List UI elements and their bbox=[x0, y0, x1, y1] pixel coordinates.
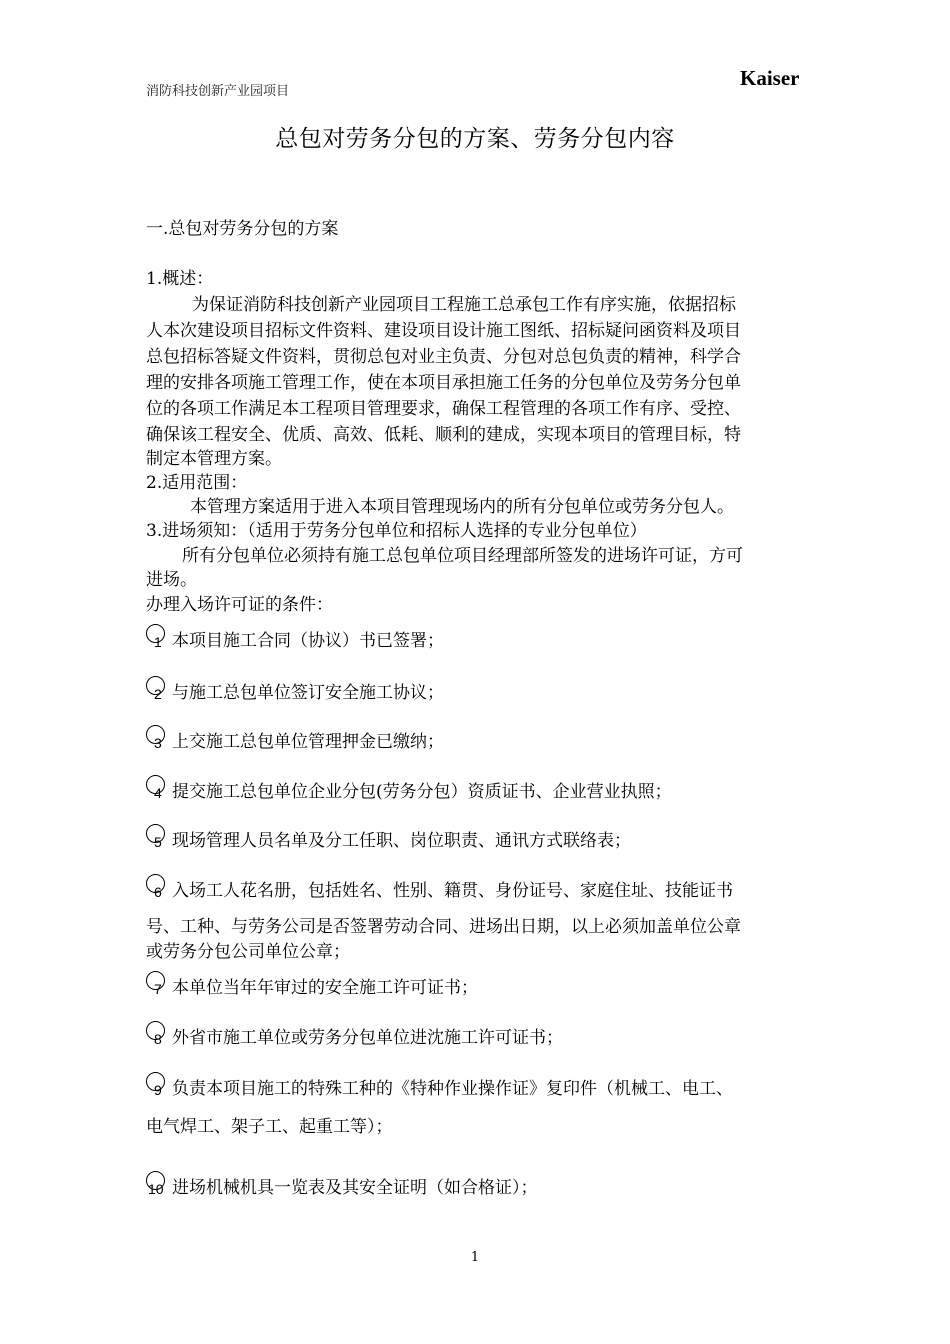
condition-continuation: 电气焊工、架子工、起重工等）； bbox=[146, 1117, 393, 1137]
conditions-heading: 办理入场许可证的条件： bbox=[146, 595, 333, 615]
condition-text: 负责本项目施工的特殊工种的《特种作业操作证》复印件（机械工、电工、 bbox=[172, 1079, 733, 1099]
overview-line: 位的各项工作满足本工程项目管理要求，确保工程管理的各项工作有序、受控、 bbox=[146, 399, 741, 419]
circled-number: 9 bbox=[146, 1074, 172, 1100]
circled-number: 6 bbox=[146, 876, 172, 902]
condition-item bbox=[146, 678, 444, 704]
scope-heading: 2.适用范围： bbox=[146, 473, 248, 493]
condition-item bbox=[146, 626, 444, 652]
condition-text: 入场工人花名册，包括姓名、性别、籍贯、身份证号、家庭住址、技能证书 bbox=[172, 881, 733, 901]
condition-item bbox=[146, 727, 444, 753]
header-project-name: 消防科技创新产业园项目 bbox=[146, 84, 290, 99]
overview-line: 制定本管理方案。 bbox=[146, 449, 282, 469]
condition-text: 现场管理人员名单及分工任职、岗位职责、通讯方式联络表； bbox=[172, 831, 631, 851]
condition-item bbox=[146, 1023, 563, 1049]
page-title: 总包对劳务分包的方案、劳务分包内容 bbox=[275, 126, 675, 152]
condition-item bbox=[146, 826, 631, 852]
condition-text: 外省市施工单位或劳务分包单位进沈施工许可证书； bbox=[172, 1028, 563, 1048]
circled-number: 7 bbox=[146, 973, 172, 999]
header-brand-logo: Kaiser bbox=[740, 66, 800, 90]
overview-line: 总包招标答疑文件资料，贯彻总包对业主负责、分包对总包负责的精神，科学合 bbox=[146, 347, 741, 367]
condition-continuation: 或劳务分包公司单位公章； bbox=[146, 942, 350, 962]
condition-text: 提交施工总包单位企业分包(劳务分包）资质证书、企业营业执照； bbox=[172, 782, 672, 802]
section-heading: 一.总包对劳务分包的方案 bbox=[146, 219, 339, 239]
overview-line: 人本次建设项目招标文件资料、建设项目设计施工图纸、招标疑问函资料及项目 bbox=[146, 321, 741, 341]
condition-item bbox=[146, 1074, 733, 1100]
page-number: 1 bbox=[470, 1250, 480, 1265]
condition-continuation: 号、工种、与劳务公司是否签署劳动合同、进场出日期，以上必须加盖单位公章 bbox=[146, 917, 741, 937]
condition-item bbox=[146, 876, 733, 902]
overview-line: 确保该工程安全、优质、高效、低耗、顺利的建成，实现本项目的管理目标，特 bbox=[146, 425, 741, 445]
circled-number: 3 bbox=[146, 727, 172, 753]
circled-number: 5 bbox=[146, 826, 172, 852]
circled-number: 2 bbox=[146, 678, 172, 704]
scope-text: 本管理方案适用于进入本项目管理现场内的所有分包单位或劳务分包人。 bbox=[190, 497, 734, 517]
condition-text: 本项目施工合同（协议）书已签署； bbox=[172, 631, 444, 651]
condition-text: 本单位当年年审过的安全施工许可证书； bbox=[172, 978, 478, 998]
overview-heading: 1.概述： bbox=[146, 269, 214, 289]
condition-text: 与施工总包单位签订安全施工协议； bbox=[172, 683, 444, 703]
entry-line: 所有分包单位必须持有施工总包单位项目经理部所签发的进场许可证，方可 bbox=[182, 546, 743, 566]
condition-text: 上交施工总包单位管理押金已缴纳； bbox=[172, 732, 444, 752]
overview-line: 为保证消防科技创新产业园项目工程施工总承包工作有序实施，依据招标 bbox=[192, 295, 736, 315]
circled-number: 1 bbox=[146, 626, 172, 652]
entry-heading: 3.进场须知：（适用于劳务分包单位和招标人选择的专业分包单位） bbox=[146, 521, 647, 541]
circled-number: 8 bbox=[146, 1023, 172, 1049]
condition-item bbox=[146, 973, 478, 999]
circled-number: 10 bbox=[146, 1173, 172, 1199]
condition-item bbox=[146, 777, 672, 803]
overview-line: 理的安排各项施工管理工作，使在本项目承担施工任务的分包单位及劳务分包单 bbox=[146, 373, 741, 393]
entry-line: 进场。 bbox=[146, 570, 197, 590]
circled-number: 4 bbox=[146, 777, 172, 803]
condition-text: 进场机械机具一览表及其安全证明（如合格证）； bbox=[172, 1178, 538, 1198]
condition-item bbox=[146, 1173, 538, 1199]
